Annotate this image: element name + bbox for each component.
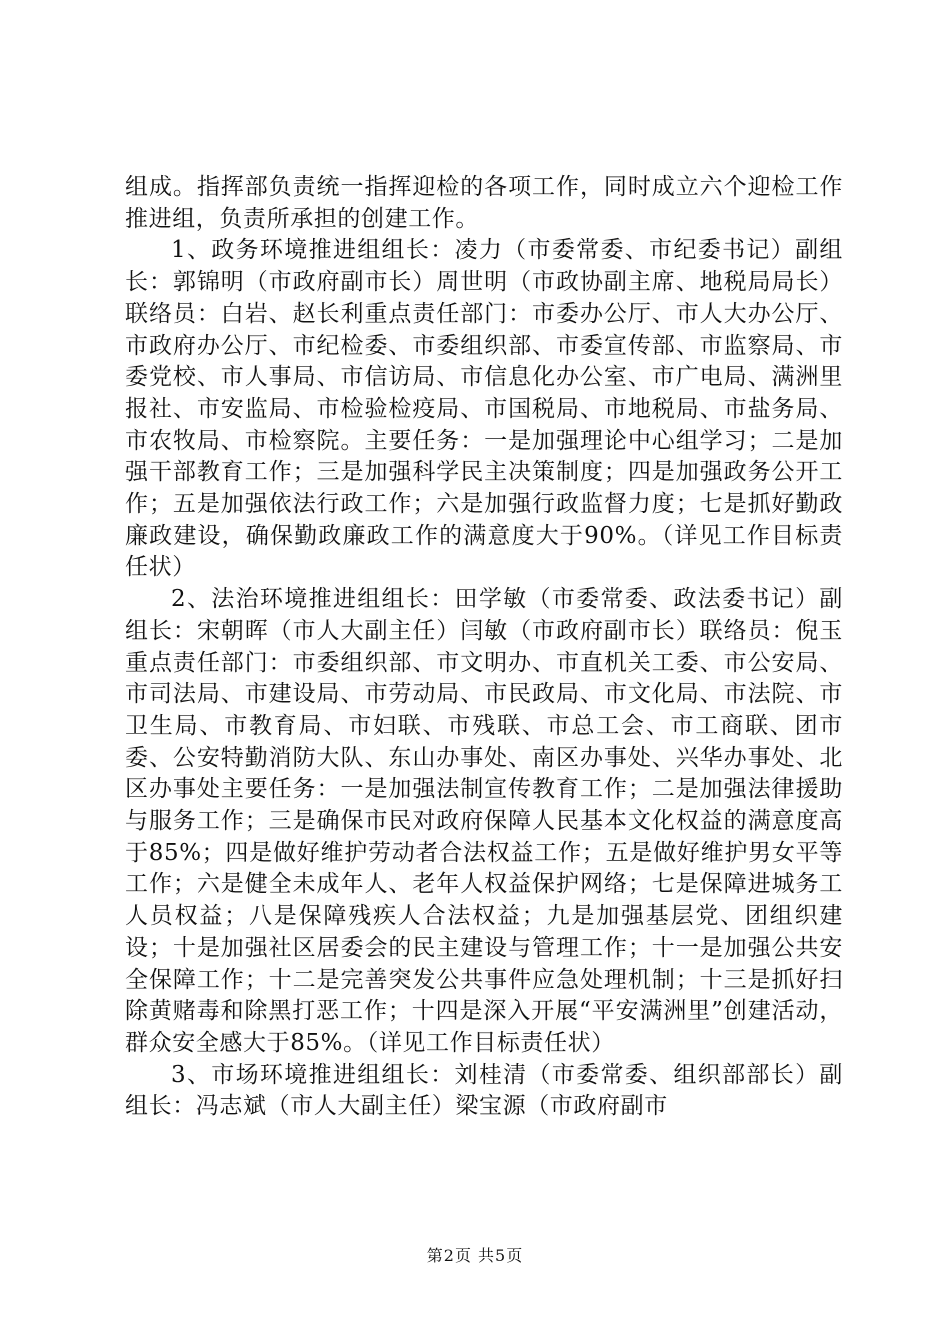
paragraph-government-affairs-group: 1、政务环境推进组组长：凌力（市委常委、市纪委书记）副组长：郭锦明（市政府副市长）周世明（市政协副主席、地税局局长）联络员：白岩、赵长利重点责任部门：市委办公厅、市人大办公厅、市政府办公厅、市纪检委、市委组织部、市委宣传部、市监察局、市委党校、市人事局、市信访局、市信息化办公室、市广电局、满洲里报社、市安监局、市检验检疫局、市国税局、市地税局、市盐务局、市农牧局、市检察院。主要任务：一是加强理论中心组学习；二是加强干部教育工作；三是加强科学民主决策制度；四是加强政务公开工作；五是加强依法行政工作；六是加强行政监督力度；七是抓好勤政廉政建设，确保勤政廉政工作的满意度大于90%。（详见工作目标责任状） bbox=[125, 237, 843, 581]
page-footer bbox=[0, 1243, 950, 1266]
paragraph-market-environment-group: 3、市场环境推进组组长：刘桂清（市委常委、组织部部长）副组长：冯志斌（市人大副主任）梁宝源（市政府副市 bbox=[125, 1061, 843, 1120]
paragraph-continuation: 组成。指挥部负责统一指挥迎检的各项工作，同时成立六个迎检工作推进组，负责所承担的创建工作。 bbox=[125, 174, 843, 232]
page-number: 第2页 共5页 bbox=[426, 1246, 524, 1265]
document-body bbox=[125, 172, 843, 1123]
paragraph-rule-of-law-group: 2、法治环境推进组组长：田学敏（市委常委、政法委书记）副组长：宋朝晖（市人大副主任）闫敏（市政府副市长）联络员：倪玉重点责任部门：市委组织部、市文明办、市直机关工委、市公安局、市司法局、市建设局、市劳动局、市民政局、市文化局、市法院、市卫生局、市教育局、市妇联、市残联、市总工会、市工商联、团市委、公安特勤消防大队、东山办事处、南区办事处、兴华办事处、北区办事处主要任务：一是加强法制宣传教育工作；二是加强法律援助与服务工作；三是确保市民对政府保障人民基本文化权益的满意度高于85%；四是做好维护劳动者合法权益工作；五是做好维护男女平等工作；六是健全未成年人、老年人权益保护网络；七是保障进城务工人员权益；八是保障残疾人合法权益；九是加强基层党、团组织建设；十是加强社区居委会的民主建设与管理工作；十一是加强公共安全保障工作；十二是完善突发公共事件应急处理机制；十三是抓好扫除黄赌毒和除黑打恶工作；十四是深入开展“平安满洲里”创建活动，群众安全感大于85%。（详见工作目标责任状） bbox=[125, 586, 843, 1056]
